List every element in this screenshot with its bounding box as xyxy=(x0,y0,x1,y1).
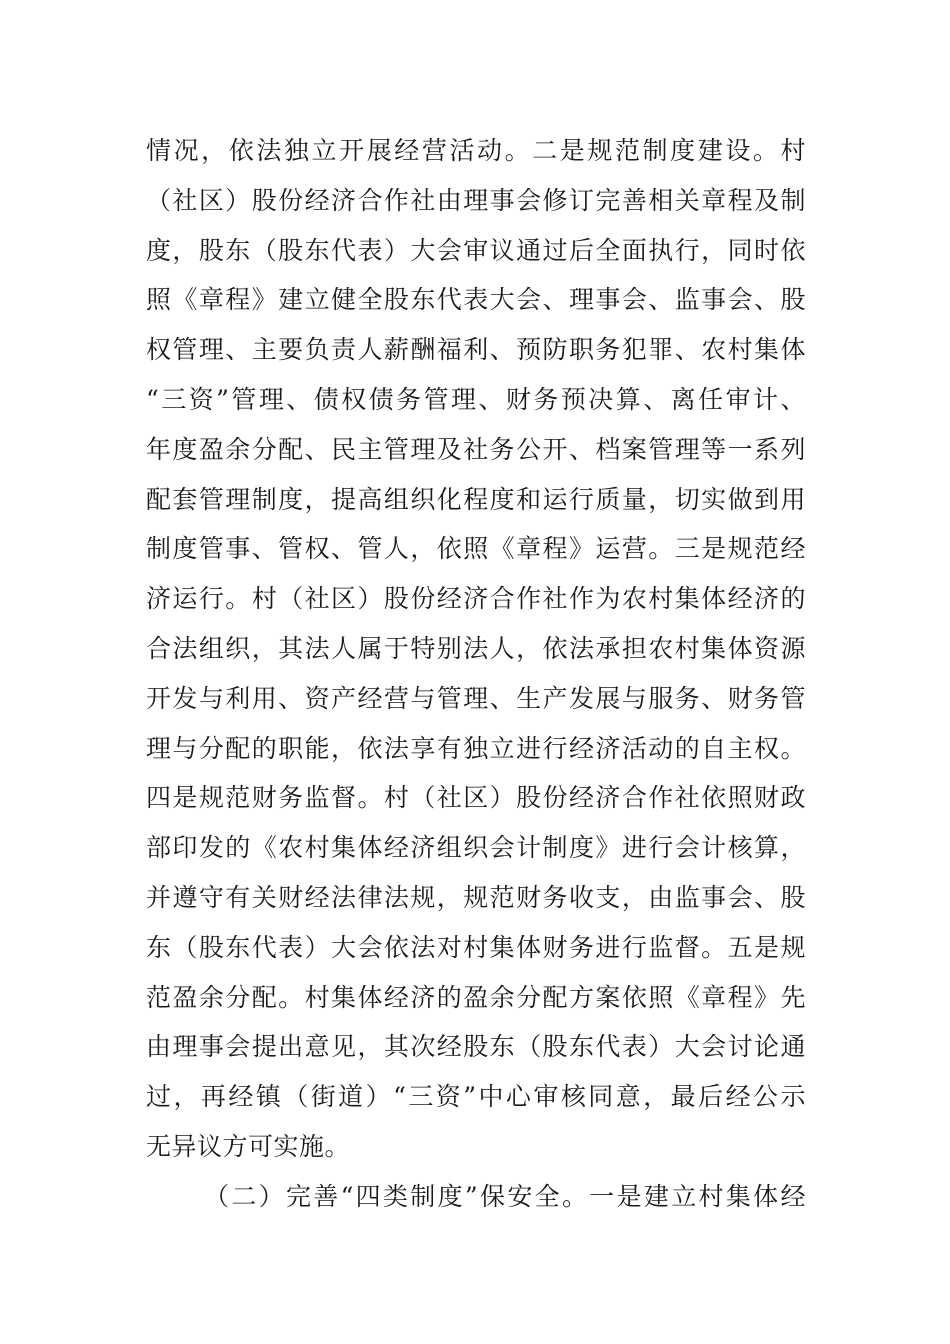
text-line: 开发与利用、资产经营与管理、生产发展与服务、财务管 xyxy=(146,683,806,713)
text-line: 过，再经镇（街道）“三资”中心审核同意，最后经公示 xyxy=(146,1082,806,1112)
text-line: 权管理、主要负责人薪酬福利、预防职务犯罪、农村集体 xyxy=(146,335,806,365)
text-line: 由理事会提出意见，其次经股东（股东代表）大会讨论通 xyxy=(146,1032,806,1062)
text-line: 年度盈余分配、民主管理及社务公开、档案管理等一系列 xyxy=(146,434,806,464)
text-line: 东（股东代表）大会依法对村集体财务进行监督。五是规 xyxy=(146,932,806,962)
paragraph-end-line: 无异议方可实施。 xyxy=(146,1131,351,1161)
text-line: 济运行。村（社区）股份经济合作社作为农村集体经济的 xyxy=(146,584,806,614)
text-line: 制度管事、管权、管人，依照《章程》运营。三是规范经 xyxy=(146,534,806,564)
text-line: “三资”管理、债权债务管理、财务预决算、离任审计、 xyxy=(146,384,806,414)
text-line: 配套管理制度，提高组织化程度和运行质量，切实做到用 xyxy=(146,484,806,514)
text-line: 合法组织，其法人属于特别法人，依法承担农村集体资源 xyxy=(146,633,806,663)
text-line: 理与分配的职能，依法享有独立进行经济活动的自主权。 xyxy=(146,733,806,763)
text-line: 部印发的《农村集体经济组织会计制度》进行会计核算， xyxy=(146,833,806,863)
text-line: 四是规范财务监督。村（社区）股份经济合作社依照财政 xyxy=(146,783,806,813)
text-line: （社区）股份经济合作社由理事会修订完善相关章程及制 xyxy=(146,185,806,215)
text-line: 情况，依法独立开展经营活动。二是规范制度建设。村 xyxy=(146,136,806,165)
text-line: 范盈余分配。村集体经济的盈余分配方案依照《章程》先 xyxy=(146,982,806,1012)
text-line: 照《章程》建立健全股东代表大会、理事会、监事会、股 xyxy=(146,285,806,315)
text-line: 并遵守有关财经法律法规，规范财务收支，由监事会、股 xyxy=(146,882,806,912)
body-text xyxy=(146,126,806,1222)
text-line: 度，股东（股东代表）大会审议通过后全面执行，同时依 xyxy=(146,235,806,265)
section-heading-line: （二）完善“四类制度”保安全。一是建立村集体经 xyxy=(204,1181,806,1211)
